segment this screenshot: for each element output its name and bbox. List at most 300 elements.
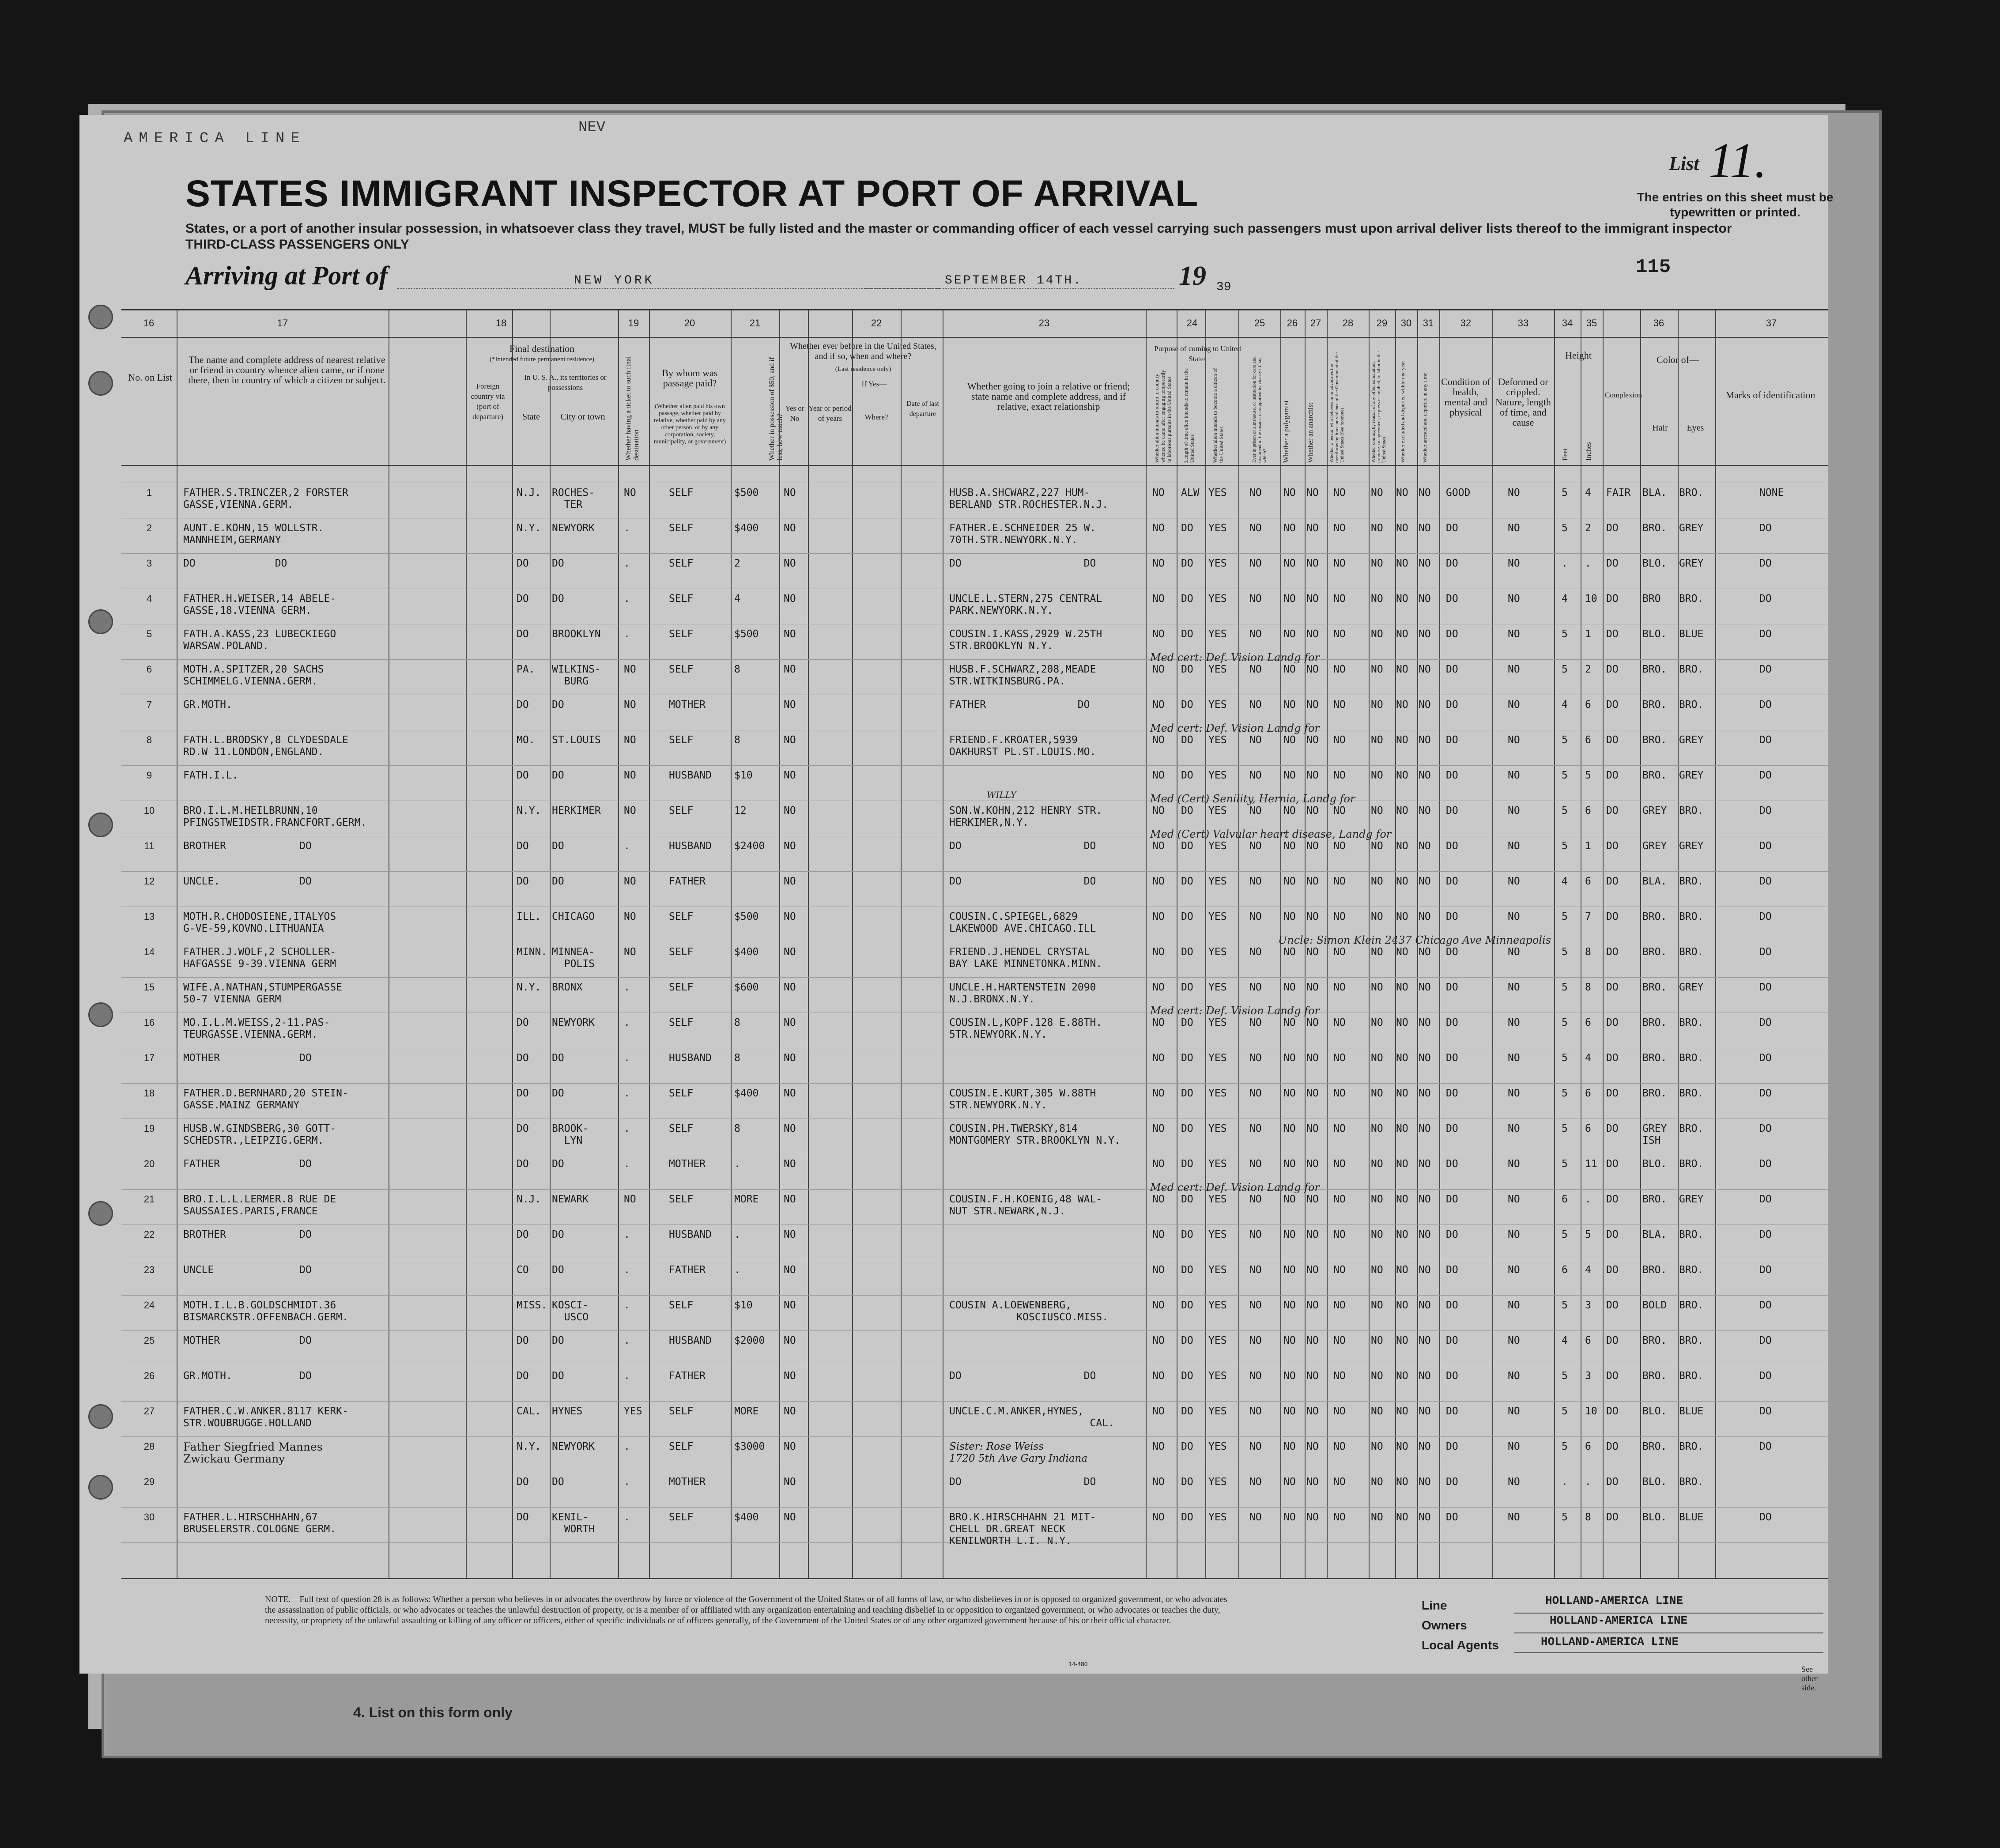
cell-c30: NO xyxy=(1396,1017,1408,1028)
cell-in: 3 xyxy=(1585,1300,1591,1311)
cell-rel: MOTHER DO xyxy=(183,1052,312,1064)
binder-hole xyxy=(88,371,113,396)
row-number: 8 xyxy=(146,734,152,745)
cell-mk: DO xyxy=(1759,876,1772,887)
cell-hr: BRO. xyxy=(1642,982,1667,993)
cell-p1: NO xyxy=(1152,628,1165,640)
cell-p1: NO xyxy=(1152,664,1165,675)
subtitle-line-2: THIRD-CLASS PASSENGERS ONLY xyxy=(185,237,409,252)
cell-st: MISS. xyxy=(517,1300,547,1311)
cell-mk: DO xyxy=(1759,1264,1772,1276)
cell-ft: 4 xyxy=(1562,699,1568,710)
row-number: 1 xyxy=(146,487,152,498)
cell-cx: DO xyxy=(1606,1335,1619,1346)
cell-yn: NO xyxy=(784,664,796,675)
row-guide-line xyxy=(121,765,1828,766)
cell-tk: . xyxy=(624,522,630,534)
cell-c29: NO xyxy=(1371,664,1383,675)
cell-c26: NO xyxy=(1283,522,1296,534)
cell-c28: NO xyxy=(1333,664,1346,675)
cell-join: FATHER.E.SCHNEIDER 25 W. 70TH.STR.NEWYORK.N.Y. xyxy=(949,522,1096,546)
cell-c28: NO xyxy=(1333,1512,1346,1523)
cell-st: DO xyxy=(517,558,529,569)
cell-c26: NO xyxy=(1283,770,1296,781)
cell-c26: NO xyxy=(1283,1512,1296,1523)
cell-c29: NO xyxy=(1371,1370,1383,1382)
cell-p1: NO xyxy=(1152,699,1165,710)
binder-hole xyxy=(88,1201,113,1226)
row-number: 10 xyxy=(143,805,155,816)
cell-rel: UNCLE DO xyxy=(183,1264,312,1276)
cell-c30: NO xyxy=(1396,628,1408,640)
cell-city: KOSCI- USCO xyxy=(552,1300,589,1323)
owners-label: Owners xyxy=(1422,1618,1467,1632)
header-prison: Ever in prison or almshouse, or institution for care and treatment of the insane, or supported by charity? If so, which? xyxy=(1252,356,1268,463)
cell-city: ST.LOUIS xyxy=(552,734,601,746)
column-number: 19 xyxy=(628,317,639,329)
owners-value: HOLLAND-AMERICA LINE xyxy=(1550,1614,1688,1627)
cell-ft: 5 xyxy=(1562,734,1568,746)
cell-in: 6 xyxy=(1585,876,1591,887)
cell-c27: NO xyxy=(1306,699,1319,710)
cell-c26: NO xyxy=(1283,1229,1296,1240)
cell-c27: NO xyxy=(1306,1088,1319,1099)
row-number: 3 xyxy=(146,558,152,569)
cell-c31: NO xyxy=(1419,1229,1431,1240)
cell-h: DO xyxy=(1446,1264,1458,1276)
handwritten-name-insert: WILLY xyxy=(987,790,1016,800)
cell-yn: NO xyxy=(784,946,796,958)
cell-yn: NO xyxy=(784,1512,796,1523)
cell-d: NO xyxy=(1508,664,1520,675)
list-note: The entries on this sheet must be typewritten or printed. xyxy=(1637,190,1834,219)
cell-c31: NO xyxy=(1419,770,1431,781)
cell-tk: . xyxy=(624,1441,630,1452)
cell-mk: DO xyxy=(1759,1017,1772,1028)
cell-mk: DO xyxy=(1759,664,1772,675)
cell-h: DO xyxy=(1446,1123,1458,1134)
cell-st: DO xyxy=(517,1158,529,1170)
cell-c29: NO xyxy=(1371,1088,1383,1099)
column-rule xyxy=(550,310,551,1578)
column-subrule xyxy=(901,374,902,465)
cell-ey: GREY xyxy=(1679,734,1704,746)
cell-cash: MORE xyxy=(734,1194,759,1205)
cell-c27: NO xyxy=(1306,522,1319,534)
cell-c28: NO xyxy=(1333,522,1346,534)
cell-d: NO xyxy=(1508,558,1520,569)
cell-rel: MOTHER DO xyxy=(183,1335,312,1346)
cell-c28: NO xyxy=(1333,876,1346,887)
cell-ft: 6 xyxy=(1562,1194,1568,1205)
cell-h: DO xyxy=(1446,1476,1458,1488)
cell-cx: DO xyxy=(1606,1123,1619,1134)
column-number: 29 xyxy=(1376,317,1388,329)
header-purpose-citizen: Whether alien intends to become a citizen of the United States xyxy=(1212,368,1224,463)
cell-c28: NO xyxy=(1333,1052,1346,1064)
cell-c26: NO xyxy=(1283,1123,1296,1134)
cell-hr: BRO xyxy=(1642,593,1661,605)
cell-c30: NO xyxy=(1396,1441,1408,1452)
cell-ft: . xyxy=(1562,1476,1568,1488)
cell-st: PA. xyxy=(517,664,535,675)
cell-c25: NO xyxy=(1249,558,1262,569)
cell-p1: NO xyxy=(1152,734,1165,746)
cell-cx: DO xyxy=(1606,1406,1619,1417)
cell-p3: YES xyxy=(1208,1406,1227,1417)
cell-d: NO xyxy=(1508,1370,1520,1382)
cell-st: N.Y. xyxy=(517,1441,541,1452)
header-deported: Whether arrested and deported at any time xyxy=(1422,373,1428,463)
cell-ft: 5 xyxy=(1562,487,1568,499)
cell-c28: NO xyxy=(1333,1229,1346,1240)
year-suffix: 39 xyxy=(1216,280,1231,294)
cell-h: DO xyxy=(1446,1512,1458,1523)
cell-in: 10 xyxy=(1585,593,1597,605)
cell-yn: NO xyxy=(784,1370,796,1382)
cell-tk: NO xyxy=(624,946,636,958)
cell-c27: NO xyxy=(1306,982,1319,993)
cell-c26: NO xyxy=(1283,1088,1296,1099)
cell-st: DO xyxy=(517,1370,529,1382)
cell-ft: 4 xyxy=(1562,876,1568,887)
cell-cash: $400 xyxy=(734,1512,759,1523)
column-rule xyxy=(1640,310,1641,1578)
cell-p2: DO xyxy=(1181,946,1193,958)
column-number: 20 xyxy=(684,317,695,329)
cell-ey: BRO. xyxy=(1679,1123,1704,1134)
cell-tk: . xyxy=(624,1370,630,1382)
cell-in: 11 xyxy=(1585,1158,1597,1170)
header-deformed: Deformed or crippled. Nature, length of time, and cause xyxy=(1495,376,1551,428)
cell-p1: NO xyxy=(1152,1335,1165,1346)
cell-c26: NO xyxy=(1283,699,1296,710)
cell-st: DO xyxy=(517,628,529,640)
column-number: 33 xyxy=(1517,317,1529,329)
row-number: 13 xyxy=(143,911,155,922)
cell-c29: NO xyxy=(1371,628,1383,640)
cell-st: DO xyxy=(517,1017,529,1028)
cell-p1: NO xyxy=(1152,911,1165,922)
cell-yn: NO xyxy=(784,487,796,499)
cell-city: DO xyxy=(552,1264,564,1276)
cell-c27: NO xyxy=(1306,593,1319,605)
cell-c31: NO xyxy=(1419,1300,1431,1311)
cell-join: DO DO xyxy=(949,840,1096,852)
cell-c31: NO xyxy=(1419,1406,1431,1417)
cell-d: NO xyxy=(1508,1406,1520,1417)
column-number: 30 xyxy=(1400,317,1412,329)
cell-join: COUSIN A.LOEWENBERG, KOSCIUSCO.MISS. xyxy=(949,1300,1109,1323)
cell-paid: FATHER xyxy=(669,1264,706,1276)
binder-hole xyxy=(88,305,113,329)
cell-cash: $10 xyxy=(734,1300,753,1311)
cell-c30: NO xyxy=(1396,1194,1408,1205)
cell-cx: DO xyxy=(1606,1512,1619,1523)
cell-paid: SELF xyxy=(669,911,694,922)
cell-hr: BRO. xyxy=(1642,1441,1667,1452)
cell-p3: YES xyxy=(1208,522,1227,534)
cell-p1: NO xyxy=(1152,1512,1165,1523)
row-number: 2 xyxy=(146,522,152,533)
cell-c30: NO xyxy=(1396,876,1408,887)
cell-ft: 5 xyxy=(1562,911,1568,922)
header-yes-or-no: Yes or No xyxy=(785,404,804,423)
header-state: State xyxy=(522,412,540,422)
cell-h: DO xyxy=(1446,876,1458,887)
handwritten-annotation: Med cert: Def. Vision Landg for xyxy=(1150,1181,1320,1194)
cell-city: DO xyxy=(552,558,564,569)
cell-city: ROCHES- TER xyxy=(552,487,595,510)
cell-c28: NO xyxy=(1333,628,1346,640)
cell-city: DO xyxy=(552,1476,564,1488)
cell-mk: DO xyxy=(1759,593,1772,605)
cell-cash: $400 xyxy=(734,522,759,534)
column-rule xyxy=(901,310,902,1578)
column-number: 24 xyxy=(1186,317,1198,329)
cell-cash: $500 xyxy=(734,628,759,640)
cell-rel: FATHER DO xyxy=(183,1158,312,1170)
cell-d: NO xyxy=(1508,1052,1520,1064)
cell-hr: BLO. xyxy=(1642,1512,1667,1523)
cell-c29: NO xyxy=(1371,876,1383,887)
cell-city: CHICAGO xyxy=(552,911,595,922)
cell-yn: NO xyxy=(784,1476,796,1488)
cell-c25: NO xyxy=(1249,1476,1262,1488)
cell-c28: NO xyxy=(1333,1476,1346,1488)
cell-hr: BRO. xyxy=(1642,1194,1667,1205)
cell-mk: DO xyxy=(1759,1088,1772,1099)
cell-c27: NO xyxy=(1306,1476,1319,1488)
cell-p1: NO xyxy=(1152,1123,1165,1134)
row-number: 22 xyxy=(143,1229,155,1240)
cell-d: NO xyxy=(1508,1300,1520,1311)
column-subrule xyxy=(512,352,513,463)
cell-cx: DO xyxy=(1606,946,1619,958)
cell-p2: ALW xyxy=(1181,487,1200,499)
cell-tk: NO xyxy=(624,734,636,746)
cell-c25: NO xyxy=(1249,1017,1262,1028)
cell-d: NO xyxy=(1508,699,1520,710)
cell-c25: NO xyxy=(1249,1335,1262,1346)
cell-cx: DO xyxy=(1606,876,1619,887)
cell-p3: YES xyxy=(1208,1335,1227,1346)
cell-c31: NO xyxy=(1419,1335,1431,1346)
cell-ft: 5 xyxy=(1562,1017,1568,1028)
cell-p1: NO xyxy=(1152,1194,1165,1205)
row-number: 12 xyxy=(143,876,155,887)
cell-c27: NO xyxy=(1306,664,1319,675)
cell-paid: SELF xyxy=(669,487,694,499)
header-fifty-dollars: Whether in possession of $50, and if less, how much? xyxy=(768,357,784,461)
date-dotted-line xyxy=(865,288,1174,289)
cell-city: HERKIMER xyxy=(552,805,601,816)
cell-c28: NO xyxy=(1333,1158,1346,1170)
cell-rel: FATHER.J.WOLF,2 SCHOLLER- HAFGASSE 9-39.VIENNA GERM xyxy=(183,946,336,970)
cell-ft: 5 xyxy=(1562,805,1568,816)
cell-mk: DO xyxy=(1759,1194,1772,1205)
cell-d: NO xyxy=(1508,1441,1520,1452)
cell-c29: NO xyxy=(1371,1335,1383,1346)
cell-in: 6 xyxy=(1585,1441,1591,1452)
cell-in: 7 xyxy=(1585,911,1591,922)
cell-st: MO. xyxy=(517,734,535,746)
cell-c26: NO xyxy=(1283,1300,1296,1311)
cell-c26: NO xyxy=(1283,1194,1296,1205)
line-value: HOLLAND-AMERICA LINE xyxy=(1545,1594,1683,1607)
cell-city: DO xyxy=(552,840,564,852)
row-number: 4 xyxy=(146,593,152,604)
cell-c31: NO xyxy=(1419,1441,1431,1452)
cell-in: 5 xyxy=(1585,1229,1591,1240)
handwritten-annotation: Med cert: Def. Vision Landg for xyxy=(1150,722,1320,734)
cell-h: DO xyxy=(1446,628,1458,640)
column-subrule xyxy=(550,399,551,465)
cell-c28: NO xyxy=(1333,840,1346,852)
cell-c30: NO xyxy=(1396,1476,1408,1488)
cell-c30: NO xyxy=(1396,770,1408,781)
cell-join: COUSIN.F.H.KOENIG,48 WAL- NUT STR.NEWARK,N.J. xyxy=(949,1194,1102,1217)
header-city-or-town: City or town xyxy=(560,412,605,422)
cell-c28: NO xyxy=(1333,1123,1346,1134)
cell-h: DO xyxy=(1446,664,1458,675)
cell-cash: . xyxy=(734,1158,740,1170)
header-anarchist: Whether an anarchist xyxy=(1307,403,1314,463)
cell-yn: NO xyxy=(784,1264,796,1276)
cell-c25: NO xyxy=(1249,699,1262,710)
cell-mk: DO xyxy=(1759,1370,1772,1382)
cell-c28: NO xyxy=(1333,1017,1346,1028)
cell-cash: $2000 xyxy=(734,1335,765,1346)
column-rule xyxy=(512,310,513,1578)
row-guide-line xyxy=(121,659,1828,660)
cell-cx: DO xyxy=(1606,1476,1619,1488)
cell-join: UNCLE.L.STERN,275 CENTRAL PARK.NEWYORK.N.Y. xyxy=(949,593,1102,616)
cell-p2: DO xyxy=(1181,734,1193,746)
cell-p2: DO xyxy=(1181,840,1193,852)
cell-p3: YES xyxy=(1208,770,1227,781)
cell-cx: DO xyxy=(1606,911,1619,922)
cell-yn: NO xyxy=(784,1017,796,1028)
binder-hole xyxy=(88,1002,113,1027)
cell-p2: DO xyxy=(1181,1370,1193,1382)
cell-in: 8 xyxy=(1585,1512,1591,1523)
cell-tk: NO xyxy=(624,876,636,887)
cell-ey: GREY xyxy=(1679,982,1704,993)
subtitle-line-1: States, or a port of another insular possession, in whatsoever class they travel, MUST be fully listed and the master or commanding officer of each vessel carrying such passengers must upon arrival deliver lists thereof to the immigrant inspector xyxy=(185,221,1732,236)
cell-c31: NO xyxy=(1419,628,1431,640)
cell-join: DO DO xyxy=(949,1370,1096,1382)
column-number: 25 xyxy=(1254,317,1265,329)
cell-st: DO xyxy=(517,1512,529,1523)
cell-p2: DO xyxy=(1181,1264,1193,1276)
cell-mk: DO xyxy=(1759,1158,1772,1170)
cell-cash: $3000 xyxy=(734,1441,765,1452)
cell-city: WILKINS- BURG xyxy=(552,664,601,687)
cell-d: NO xyxy=(1508,1512,1520,1523)
cell-c28: NO xyxy=(1333,699,1346,710)
handwritten-annotation: Med cert: Def. Vision Landg for xyxy=(1150,1005,1320,1017)
cell-p2: DO xyxy=(1181,522,1193,534)
cell-join: BRO.K.HIRSCHHAHN 21 MIT- CHELL DR.GREAT NECK KENILWORTH L.I. N.Y. xyxy=(949,1512,1096,1547)
cell-c26: NO xyxy=(1283,805,1296,816)
cell-p1: NO xyxy=(1152,1370,1165,1382)
cell-st: DO xyxy=(517,770,529,781)
cell-tk: . xyxy=(624,1229,630,1240)
cell-ft: 5 xyxy=(1562,1406,1568,1417)
footnote-question-28: NOTE.—Full text of question 28 is as follows: Whether a person who believes in or advocates the overthrow by force or violence of the Government of the United States or of all forms of law, or who disbelieves in or is opposed to organized government, or who advocates the assassination of public officials, or who advocates or teaches the unlawful destruction of property, or is a member of or affiliated with any organization entertaining and teaching disbelief in or opposition to organized government, or who advocates or teaches the duty, necessity, or propriety of the unlawful assaulting or killing of any officer or officers, either of specific individuals or of officers generally, of the Government of the United States or of any other organized government because of his or their official character. xyxy=(265,1595,1227,1625)
cell-c26: NO xyxy=(1283,1017,1296,1028)
cell-p2: DO xyxy=(1181,1300,1193,1311)
cell-city: BROOK- LYN xyxy=(552,1123,589,1146)
cell-city: MINNEA- POLIS xyxy=(552,946,595,970)
cell-in: 6 xyxy=(1585,1088,1591,1099)
row-number: 7 xyxy=(146,699,152,710)
cell-h: DO xyxy=(1446,911,1458,922)
cell-mk: DO xyxy=(1759,558,1772,569)
cell-tk: NO xyxy=(624,770,636,781)
header-eyes: Eyes xyxy=(1687,423,1704,433)
cell-p2: DO xyxy=(1181,1017,1193,1028)
cell-c29: NO xyxy=(1371,1017,1383,1028)
cell-city: NEWYORK xyxy=(552,522,595,534)
cell-d: NO xyxy=(1508,982,1520,993)
cell-p2: DO xyxy=(1181,911,1193,922)
cell-st: N.Y. xyxy=(517,805,541,816)
cell-ey: GREY xyxy=(1679,770,1704,781)
column-number: 23 xyxy=(1038,317,1050,329)
cell-hr: BLO. xyxy=(1642,1406,1667,1417)
cell-yn: NO xyxy=(784,805,796,816)
cell-c29: NO xyxy=(1371,770,1383,781)
cell-yn: NO xyxy=(784,876,796,887)
cell-tk: . xyxy=(624,628,630,640)
cell-paid: MOTHER xyxy=(669,1158,706,1170)
cell-c25: NO xyxy=(1249,1512,1262,1523)
arriving-date: SEPTEMBER 14TH. xyxy=(945,274,1083,287)
row-number: 9 xyxy=(146,770,152,781)
cell-c31: NO xyxy=(1419,1194,1431,1205)
cell-cx: DO xyxy=(1606,558,1619,569)
cell-ey: BRO. xyxy=(1679,805,1704,816)
cell-in: 4 xyxy=(1585,487,1591,499)
cell-ey: BRO. xyxy=(1679,1229,1704,1240)
column-rule xyxy=(1554,310,1555,1578)
cell-c27: NO xyxy=(1306,1123,1319,1134)
cell-c30: NO xyxy=(1396,1229,1408,1240)
column-rule xyxy=(1238,310,1239,1578)
cell-join: COUSIN.C.SPIEGEL,6829 LAKEWOOD AVE.CHICAGO.ILL xyxy=(949,911,1096,934)
cell-in: 2 xyxy=(1585,664,1591,675)
cell-p3: YES xyxy=(1208,1194,1227,1205)
cell-c31: NO xyxy=(1419,734,1431,746)
cell-cx: DO xyxy=(1606,1158,1619,1170)
cell-city: DO xyxy=(552,1088,564,1099)
header-final-destination-note: (*Intended future permanent residence) xyxy=(490,356,594,363)
cell-hr: BRO. xyxy=(1642,911,1667,922)
header-polygamist: Whether a polygamist xyxy=(1283,400,1290,463)
cell-c27: NO xyxy=(1306,1229,1319,1240)
cell-tk: . xyxy=(624,982,630,993)
cell-c28: NO xyxy=(1333,1335,1346,1346)
cell-c30: NO xyxy=(1396,1512,1408,1523)
cell-ft: 5 xyxy=(1562,1088,1568,1099)
cell-c29: NO xyxy=(1371,1476,1383,1488)
cell-c31: NO xyxy=(1419,982,1431,993)
column-number: 35 xyxy=(1586,317,1597,329)
cell-c25: NO xyxy=(1249,1370,1262,1382)
cell-c30: NO xyxy=(1396,1158,1408,1170)
